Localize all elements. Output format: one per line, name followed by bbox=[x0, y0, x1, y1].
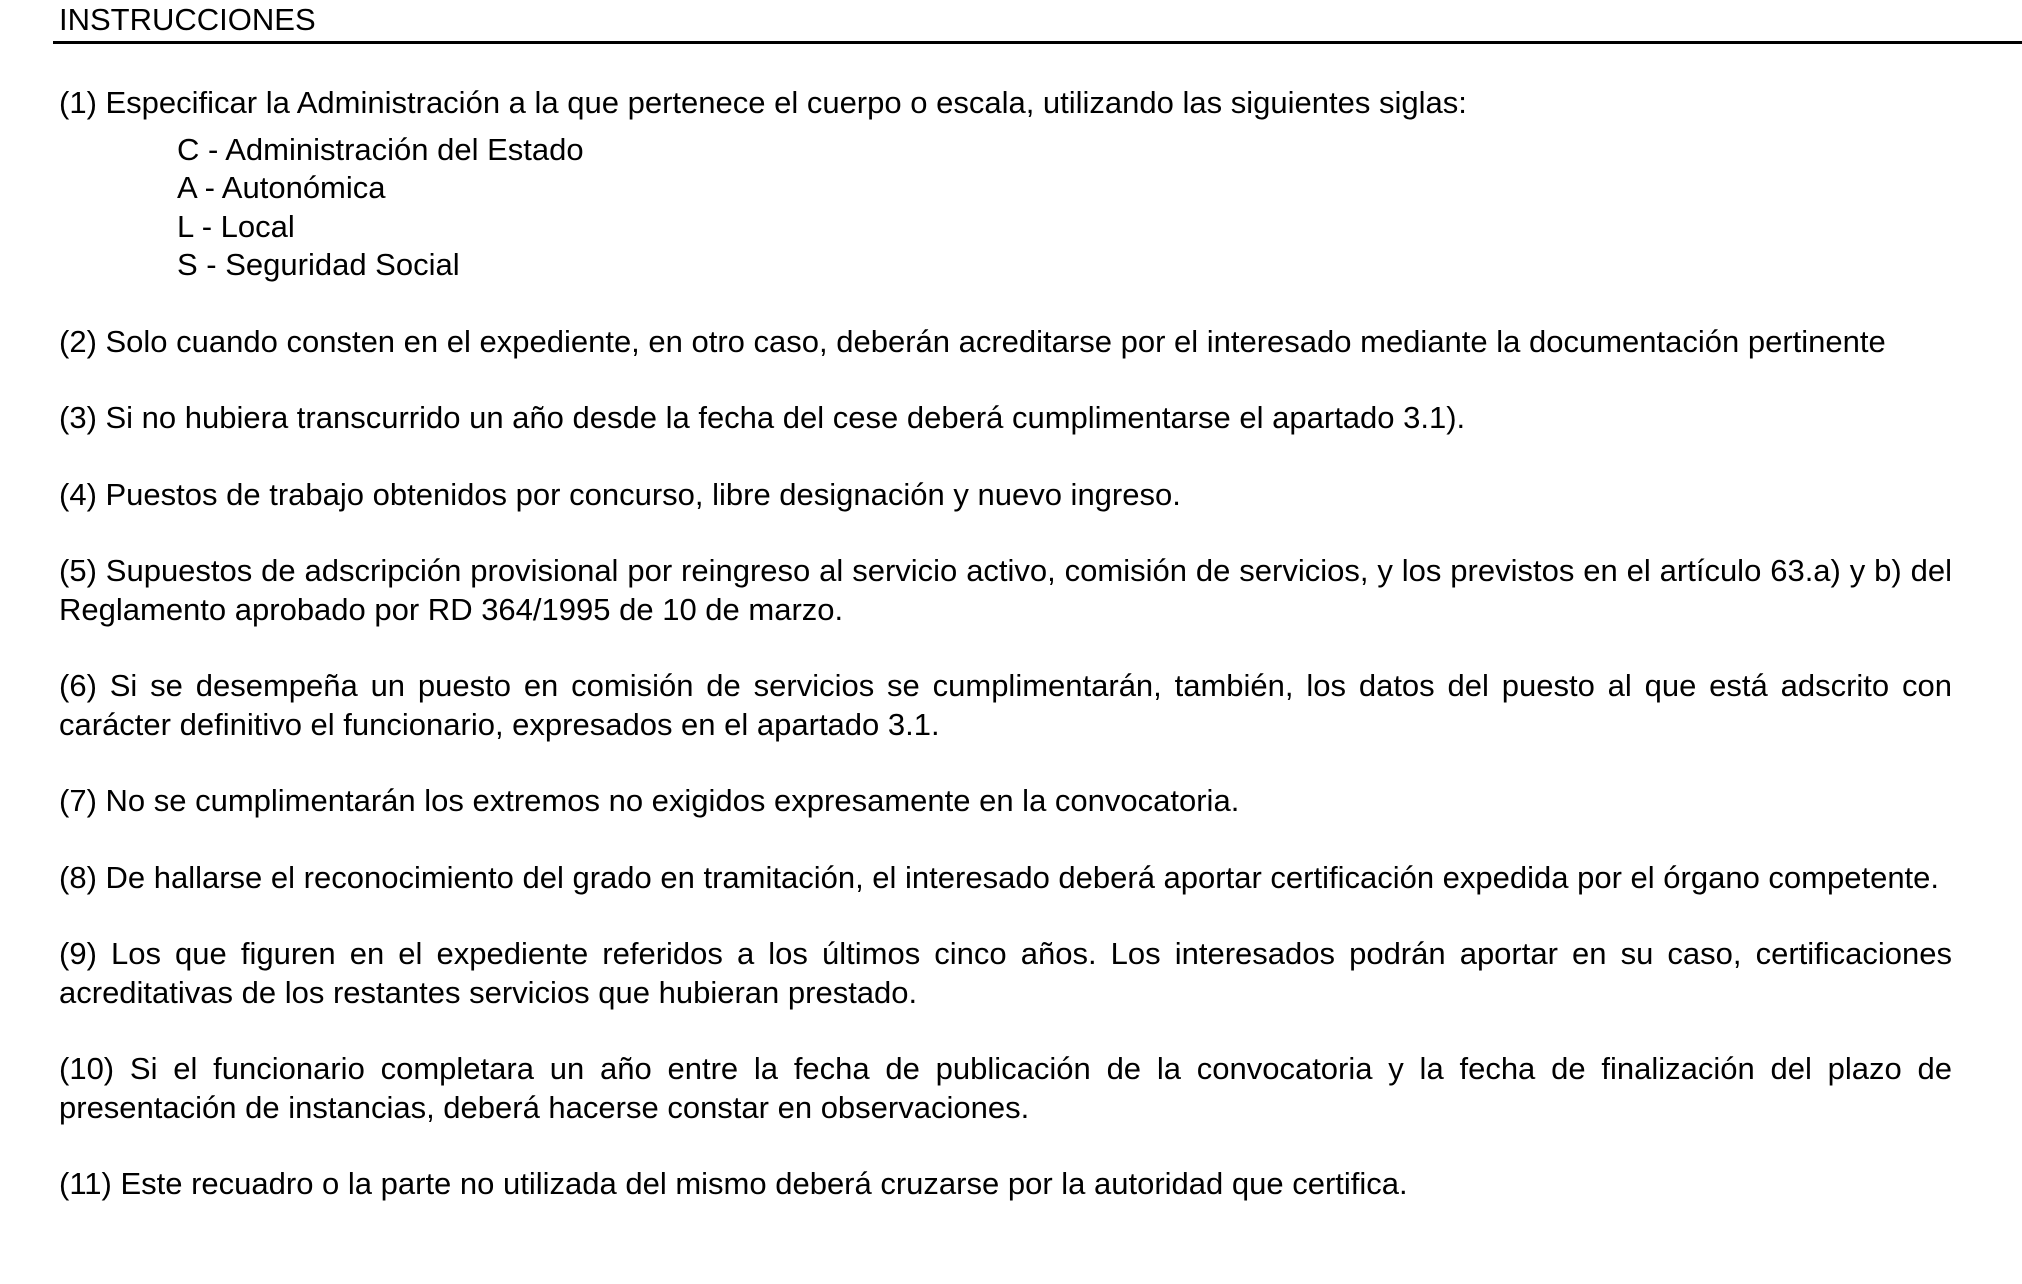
instruction-item-8: (8) De hallarse el reconocimiento del grado en tramitación, el interesado deberá aportar certificación expedida por el órgano competente. bbox=[59, 859, 1940, 895]
instruction-item-7: (7) No se cumplimentarán los extremos no exigidos expresamente en la convocatoria. bbox=[59, 783, 1240, 818]
section-heading: INSTRUCCIONES bbox=[59, 2, 316, 37]
instruction-item-1 bbox=[59, 84, 1952, 285]
instruction-item-9: (9) Los que figuren en el expediente referidos a los últimos cinco años. Los interesados podrán aportar en su caso, certificaciones acreditativas de los restantes servicios que hubieran prestado. bbox=[59, 936, 1952, 1010]
instruction-text-1: (1) Especificar la Administración a la que pertenece el cuerpo o escala, utilizando las siguientes siglas: bbox=[59, 85, 1467, 120]
instruction-item-6: (6) Si se desempeña un puesto en comisión de servicios se cumplimentarán, también, los datos del puesto al que está adscrito con carácter definitivo el funcionario, expresados en el apartado 3.1. bbox=[59, 668, 1952, 742]
instruction-item-4: (4) Puestos de trabajo obtenidos por concurso, libre designación y nuevo ingreso. bbox=[59, 476, 1181, 512]
instruction-item-2: (2) Solo cuando consten en el expediente, en otro caso, deberán acreditarse por el interesado mediante la documentación pertinente bbox=[59, 323, 1886, 359]
code-item-s: S - Seguridad Social bbox=[177, 247, 460, 282]
instruction-item-5: (5) Supuestos de adscripción provisional por reingreso al servicio activo, comisión de servicios, y los previstos en el artículo 63.a) y b) del Reglamento aprobado por RD 364/1995 de 10 de marzo. bbox=[59, 553, 1952, 627]
instruction-item-10: (10) Si el funcionario completara un año entre la fecha de publicación de la convocatoria y la fecha de finalización del plazo de presentación de instancias, deberá hacerse constar en observaciones. bbox=[59, 1051, 1952, 1125]
instructions-list bbox=[59, 84, 1952, 1242]
code-item-l: L - Local bbox=[177, 208, 295, 244]
instruction-item-11: (11) Este recuadro o la parte no utilizada del mismo deberá cruzarse por la autoridad que certifica. bbox=[59, 1166, 1408, 1201]
code-item-a: A - Autonómica bbox=[177, 170, 386, 205]
administration-codes-list bbox=[177, 131, 1952, 285]
instruction-item-3: (3) Si no hubiera transcurrido un año desde la fecha del cese deberá cumplimentarse el apartado 3.1). bbox=[59, 400, 1466, 435]
heading-underline bbox=[53, 41, 2022, 44]
code-item-c: C - Administración del Estado bbox=[177, 131, 584, 167]
